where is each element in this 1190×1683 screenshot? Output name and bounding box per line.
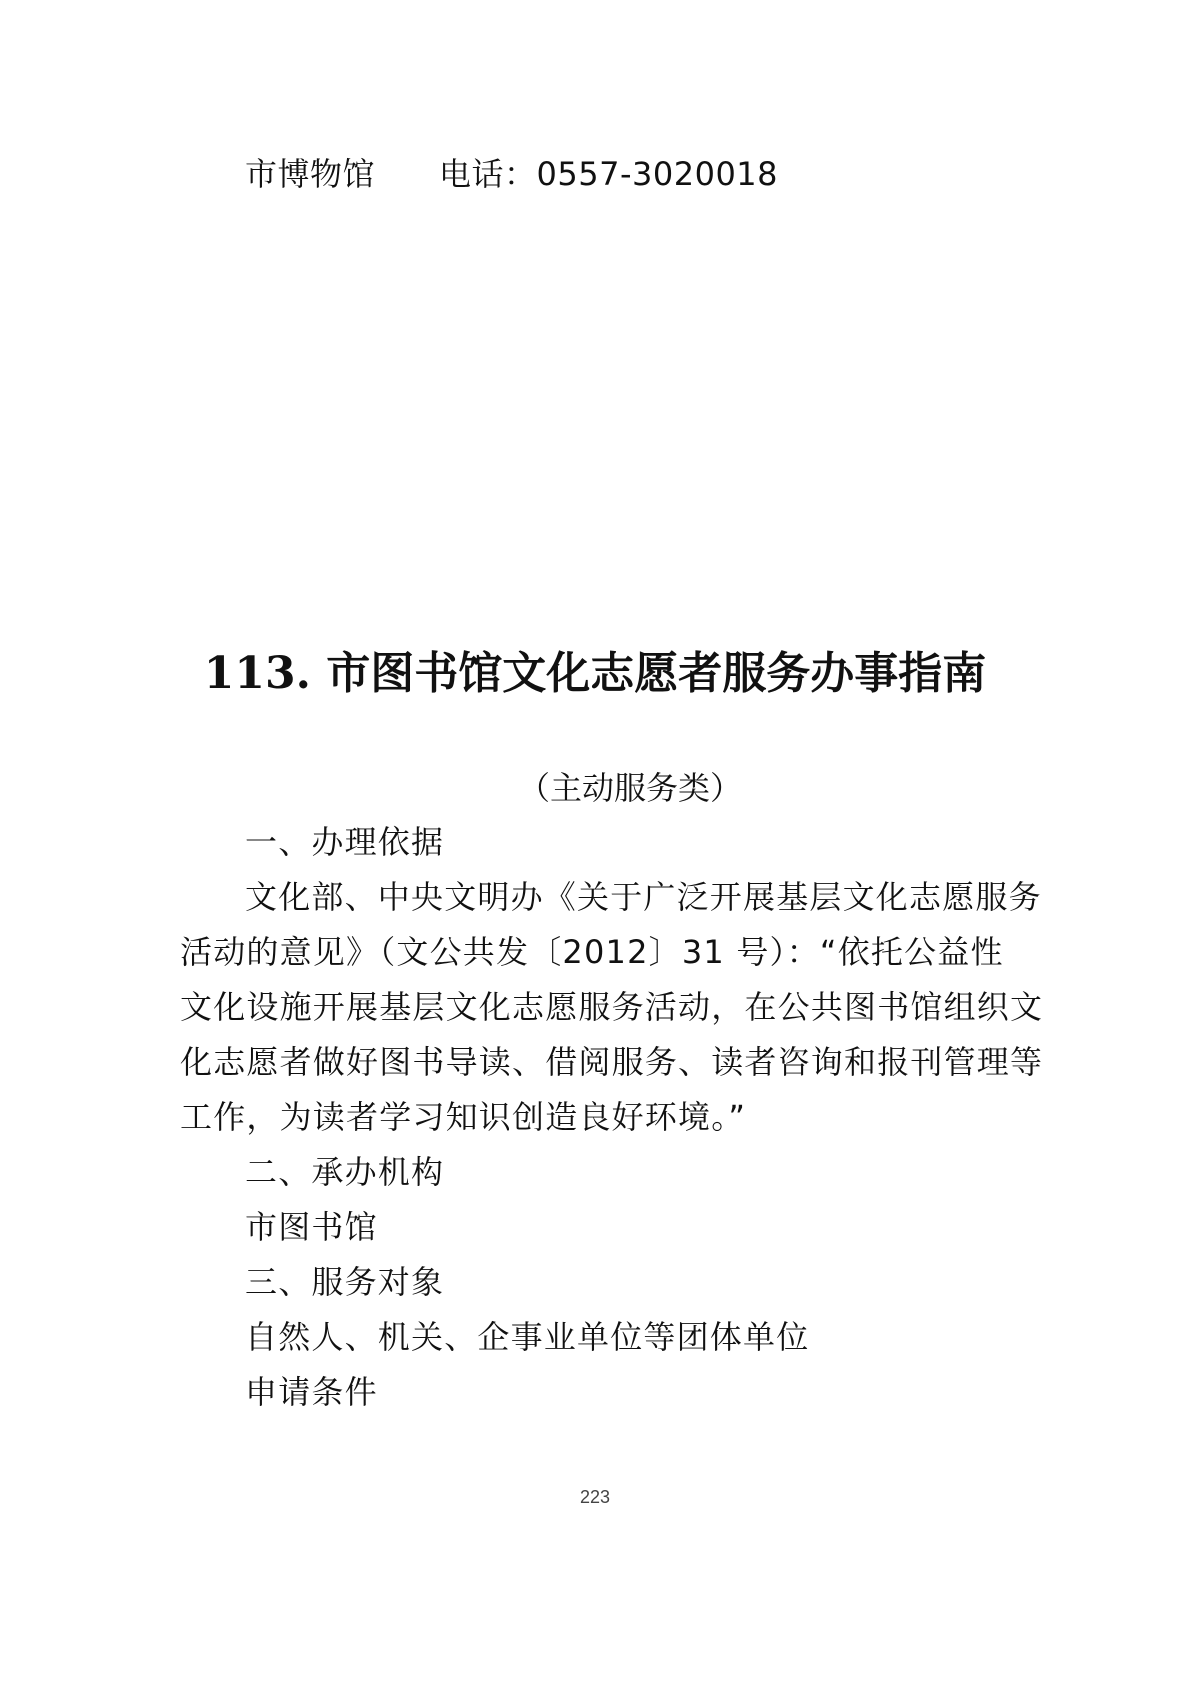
basis-text-line-4: 化志愿者做好图书导读、借阅服务、读者咨询和报刊管理等 xyxy=(180,1043,1044,1081)
basis-text-line-5: 工作，为读者学习知识创造良好环境。” xyxy=(180,1098,747,1136)
page-subtitle: （主动服务类） xyxy=(517,769,742,807)
page-number: 223 xyxy=(579,1487,611,1507)
contact-phone: 电话：0557-3020018 xyxy=(439,155,779,193)
section-org-heading: 二、承办机构 xyxy=(245,1153,445,1191)
contact-line xyxy=(245,154,778,194)
section-target-value: 自然人、机关、企事业单位等团体单位 xyxy=(245,1318,810,1356)
basis-text-line-1: 文化部、中央文明办《关于广泛开展基层文化志愿服务 xyxy=(245,878,1042,916)
page-title: 113. 市图书馆文化志愿者服务办事指南 xyxy=(203,648,987,699)
section-basis-heading: 一、办理依据 xyxy=(245,823,445,861)
contact-org: 市博物馆 xyxy=(245,155,376,193)
basis-text-line-3: 文化设施开展基层文化志愿服务活动，在公共图书馆组织文 xyxy=(180,988,1044,1026)
section-conditions-heading: 申请条件 xyxy=(245,1373,378,1411)
section-org-value: 市图书馆 xyxy=(245,1208,378,1246)
basis-text-line-2: 活动的意见》（文公共发〔2012〕31 号）：“依托公益性 xyxy=(180,933,1004,971)
section-target-heading: 三、服务对象 xyxy=(245,1263,445,1301)
